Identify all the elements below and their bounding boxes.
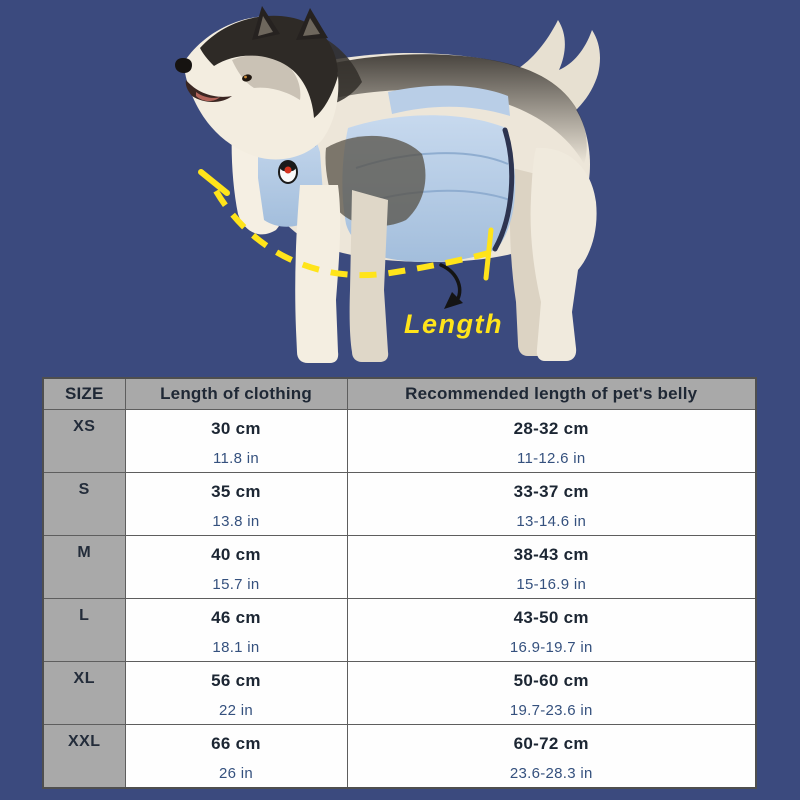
col-header-size: SIZE (43, 378, 125, 410)
clothing-length-cell (125, 661, 347, 724)
belly-length-cell (347, 661, 756, 724)
clothing-length-cell (125, 535, 347, 598)
belly-length-cell (347, 598, 756, 661)
table-row-xxl (43, 724, 756, 788)
dog-illustration (175, 6, 600, 363)
belly-in: 23.6-28.3 in (509, 764, 593, 782)
table-row-s (43, 472, 756, 535)
belly-length-cell (347, 410, 756, 473)
belly-cm: 43-50 cm (513, 607, 589, 627)
clothing-in: 13.8 in (212, 512, 260, 530)
belly-cm: 60-72 cm (513, 733, 589, 753)
clothing-cm: 35 cm (211, 481, 261, 501)
clothing-cm: 30 cm (211, 419, 261, 438)
dog-rear-leg-near (531, 148, 597, 361)
clothing-in: 22 in (218, 701, 254, 719)
table-row-xl (43, 661, 756, 724)
clothing-length-cell (125, 410, 347, 473)
brand-logo (279, 161, 297, 183)
col-header-clothing-length: Length of clothing (125, 378, 347, 410)
size-label: S (43, 472, 125, 535)
belly-in: 15-16.9 in (516, 575, 587, 593)
belly-cm: 38-43 cm (513, 544, 589, 564)
dog-photo (0, 0, 800, 372)
clothing-in: 11.8 in (212, 450, 260, 467)
table-row-xs (43, 410, 756, 473)
col-header-belly-length: Recommended length of pet's belly (347, 378, 756, 410)
belly-length-cell (347, 472, 756, 535)
dog-head (175, 6, 338, 159)
clothing-cm: 46 cm (211, 607, 261, 627)
dog-nose (175, 58, 192, 73)
belly-length-cell (347, 724, 756, 788)
belly-in: 19.7-23.6 in (509, 701, 593, 719)
clothing-cm: 56 cm (211, 670, 261, 690)
clothing-cm: 40 cm (211, 544, 261, 564)
size-label: L (43, 598, 125, 661)
clothing-length-cell (125, 598, 347, 661)
header-row (43, 378, 756, 410)
clothing-in: 18.1 in (212, 638, 260, 656)
size-label: XXL (43, 724, 125, 788)
size-label: M (43, 535, 125, 598)
belly-in: 11-12.6 in (516, 450, 586, 467)
clothing-in: 26 in (218, 764, 254, 782)
clothing-cm: 66 cm (211, 733, 261, 753)
size-chart-table (42, 377, 757, 789)
belly-length-cell (347, 535, 756, 598)
belly-cm: 28-32 cm (513, 419, 589, 438)
dog-eye-glint (244, 76, 247, 79)
table-row-l (43, 598, 756, 661)
belly-in: 16.9-19.7 in (509, 638, 593, 656)
table-row-m (43, 535, 756, 598)
clothing-length-cell (125, 724, 347, 788)
length-label: Length (404, 309, 503, 339)
belly-cm: 33-37 cm (513, 481, 589, 501)
belly-cm: 50-60 cm (513, 670, 589, 690)
clothing-in: 15.7 in (212, 575, 260, 593)
size-label: XS (43, 410, 125, 473)
measure-tick-left (201, 172, 227, 193)
belly-in: 13-14.6 in (516, 512, 587, 530)
clothing-length-cell (125, 472, 347, 535)
size-label: XL (43, 661, 125, 724)
